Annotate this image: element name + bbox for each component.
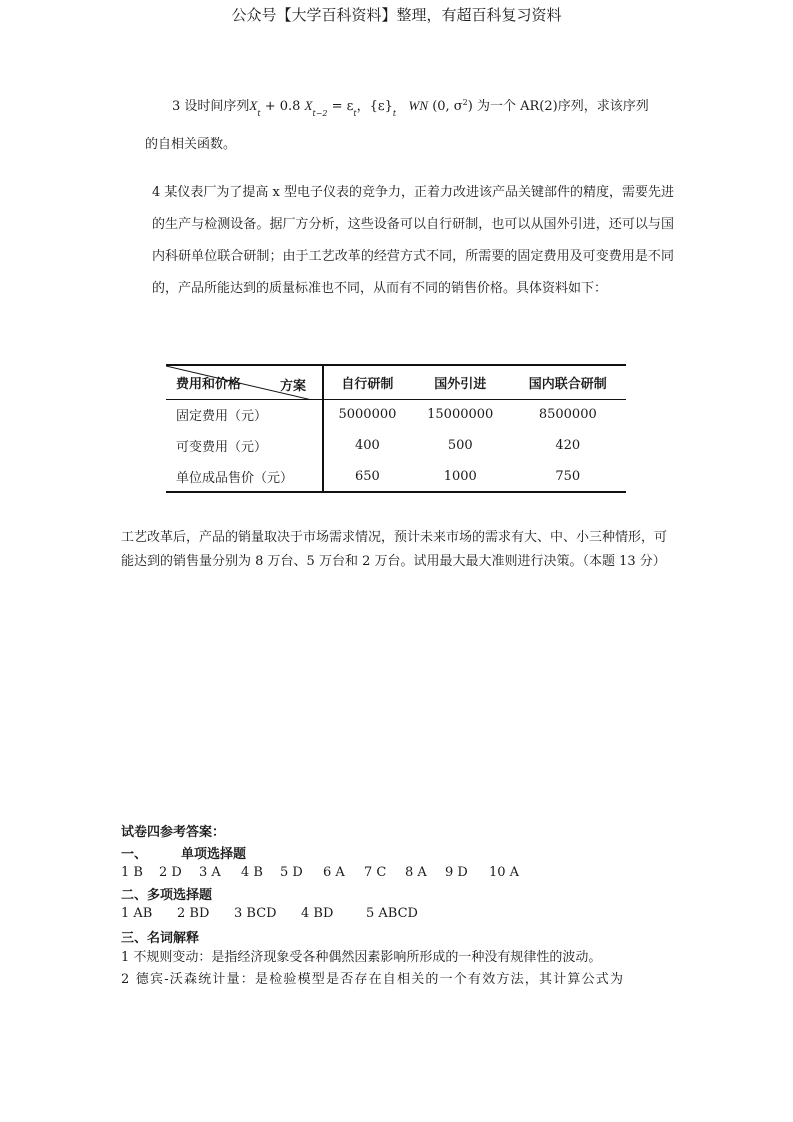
answer-item: 10 A: [489, 865, 520, 880]
column-header: 国内联合研制: [528, 376, 607, 392]
answer-item: 4 BD: [301, 906, 334, 921]
q3-sub-t3: t: [353, 109, 357, 118]
table-row: [166, 430, 626, 461]
answer-item: 2 BD: [177, 906, 210, 921]
column-header: 国外引进: [434, 376, 487, 392]
table-cell: 400: [355, 438, 380, 453]
column-header: 自行研制: [341, 376, 394, 392]
section-2-answers: [121, 906, 418, 921]
table-cell: 750: [555, 468, 581, 484]
cost-price-table: [166, 364, 626, 493]
section-3-heading: 三、名词解释: [121, 931, 200, 946]
section-1-heading: [121, 843, 246, 862]
table-row: [166, 461, 626, 492]
answer-item: 7 C: [364, 865, 387, 880]
table-cell: 15000000: [427, 407, 494, 423]
answer-item: 3 BCD: [234, 906, 277, 921]
answer-item: 2 D: [159, 865, 182, 880]
section-1-answers: [121, 865, 519, 880]
answer-item: 5 D: [280, 865, 303, 880]
corner-label-right: 方案: [279, 379, 306, 394]
question-4-followup: 工艺改革后，产品的销量取决于市场需求情况，预计未来市场的需求有大、中、小三种情形，可能达到的销售量分别为 8 万台、5 万台和 2 万台。试用最大最大准则进行决策。（本题 13 分）: [121, 530, 668, 569]
answer-item: 4 B: [241, 865, 263, 880]
answer-item: 6 A: [323, 865, 345, 880]
table-cell: 500: [447, 438, 473, 453]
answer-item: 1 AB: [121, 906, 153, 921]
section-1-title: 单项选择题: [181, 847, 247, 862]
q3-wn: WN: [408, 98, 429, 113]
answer-item: 8 A: [405, 865, 427, 880]
q3-sub-t4: t: [392, 109, 397, 118]
q3-x2: X: [304, 98, 313, 113]
q3-sub-t1: t: [257, 109, 261, 118]
table-row: [166, 399, 626, 430]
table-cell: 650: [355, 468, 380, 484]
section-2-heading: 二、多项选择题: [121, 888, 213, 903]
table-cell: 420: [555, 438, 581, 453]
table-cell: 8500000: [538, 407, 597, 423]
table-cell: 1000: [443, 468, 477, 484]
q3-brace: ，{ε}: [356, 99, 393, 114]
q3-wn-args: (0, σ: [432, 99, 463, 114]
answer-item: 5 ABCD: [366, 906, 418, 921]
question-3-line-2: 的自相关函数。: [145, 137, 237, 152]
q3-x1: X: [249, 98, 258, 113]
q3-plus: + 0.8: [260, 99, 305, 114]
definition-1: 1 不规则变动：是指经济现象受各种偶然因素影响所形成的一种没有规律性的波动。: [121, 950, 602, 965]
table-corner-cell: [166, 365, 323, 399]
section-1-number: 一、: [121, 847, 148, 862]
definition-2: 2 德宾-沃森统计量：是检验模型是否存在自相关的一个有效方法，其计算公式为: [121, 972, 625, 987]
answers-title: 试卷四参考答案：: [121, 825, 226, 840]
table-cell: 5000000: [338, 407, 397, 423]
row-label: 可变费用（元）: [166, 430, 323, 461]
q3-eq: = ε: [327, 99, 354, 114]
answer-item: 9 D: [445, 865, 468, 880]
question-3-line-1: [172, 95, 649, 118]
q3-prefix: 3 设时间序列: [172, 99, 250, 114]
page-header: 公众号【大学百科资料】整理，有超百科复习资料: [231, 6, 562, 24]
row-label: 单位成品售价（元）: [166, 461, 323, 492]
q3-sup-2: 2: [462, 98, 468, 107]
q3-close: ): [467, 99, 473, 114]
answer-item: 1 B: [121, 865, 143, 880]
corner-label-left: 费用和价格: [176, 376, 242, 392]
q3-tail: 为一个 AR(2)序列，求该序列: [476, 99, 649, 114]
question-4-text: 4 某仪表厂为了提高 x 型电子仪表的竞争力，正着力改进该产品关键部件的精度，需要先进的生产与检测设备。据厂方分析，这些设备可以自行研制，也可以从国外引进，还可以与国内科研单位联合研制；由于工艺改革的经营方式不同，所需要的固定费用及可变费用是不同的，产品所能达到的质量标准也不同，从而有不同的销售价格。具体资料如下：: [152, 185, 675, 296]
table-header-row: [166, 365, 626, 399]
q3-sub-t2: t−2: [312, 109, 328, 118]
row-label: 固定费用（元）: [166, 399, 323, 430]
answer-item: 3 A: [199, 865, 221, 880]
